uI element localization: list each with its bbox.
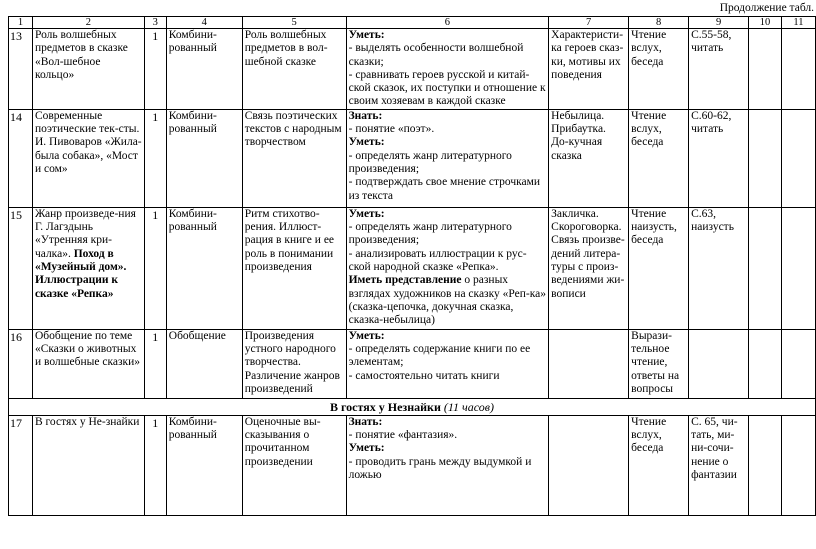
requirement-item: - подтверждать свое мнение строчками из текста xyxy=(348,176,541,202)
lesson-control: Чтение вслух, беседа xyxy=(629,415,689,515)
lesson-number: 13 xyxy=(9,29,33,110)
empty-cell xyxy=(781,29,815,110)
requirement-item: - определять жанр литературного произведения; xyxy=(348,149,512,175)
table-row xyxy=(9,109,816,207)
lesson-plan-table xyxy=(8,16,816,516)
table-row xyxy=(9,207,816,329)
lesson-control: Чтение наизусть, беседа xyxy=(629,207,689,329)
lesson-topic: Обобщение по теме «Сказки о животных и волшебные сказки» xyxy=(32,329,144,398)
section-title xyxy=(9,398,816,415)
requirement-item: о разных взглядах художников на сказку «Реп-ка» (сказка-цепочка, докучная сказка, сказка-небылица) xyxy=(348,274,546,327)
lesson-hours: 1 xyxy=(144,329,166,398)
lesson-homework: С.60-62, читать xyxy=(689,109,749,207)
lesson-type: Обобщение xyxy=(166,329,242,398)
column-number: 9 xyxy=(689,17,749,29)
lesson-homework: С. 65, чи-тать, ми-ни-сочи-нение о фантазии xyxy=(689,415,749,515)
lesson-topic: Современные поэтические тек-сты. И. Пивоваров «Жила-была собака», «Мост и сом» xyxy=(32,109,144,207)
lesson-number: 15 xyxy=(9,207,33,329)
lesson-activity xyxy=(549,329,629,398)
requirement-item: - сравнивать героев русской и китай-ской сказок, их поступки и отношение к своим хозяевам в каждой сказке xyxy=(348,68,546,108)
empty-cell xyxy=(781,415,815,515)
empty-cell xyxy=(749,207,782,329)
lesson-requirements xyxy=(346,207,549,329)
empty-cell xyxy=(781,207,815,329)
requirement-heading: Уметь: xyxy=(348,29,385,41)
lesson-homework: С.55-58, читать xyxy=(689,29,749,110)
lesson-hours: 1 xyxy=(144,109,166,207)
column-number: 7 xyxy=(549,17,629,29)
continuation-label: Продолжение табл. xyxy=(719,2,814,14)
lesson-content: Роль волшебных предметов в вол-шебной сказке xyxy=(242,29,346,110)
lesson-type: Комбини-рованный xyxy=(166,109,242,207)
requirement-heading: Уметь: xyxy=(348,136,385,149)
empty-cell xyxy=(749,329,782,398)
requirement-item: - понятие «фантазия». xyxy=(348,429,458,442)
lesson-requirements xyxy=(346,29,549,110)
lesson-topic-bold-text: Поход в «Музейный дом». Иллюстрации к сказке «Репка» xyxy=(34,247,127,300)
requirement-item: - анализировать иллюстрации к рус-ской народной сказке «Репка». xyxy=(348,247,527,273)
lesson-control: Вырази-тельное чтение, ответы на вопросы xyxy=(629,329,689,398)
lesson-activity: Небылица. Прибаутка. До-кучная сказка xyxy=(549,109,629,207)
requirement-item: - проводить грань между выдумкой и ложью xyxy=(348,455,532,481)
section-title-text: В гостях у Незнайки xyxy=(330,399,441,414)
requirement-heading: Иметь представление xyxy=(348,274,462,287)
empty-cell xyxy=(749,29,782,110)
lesson-homework: С.63, наизусть xyxy=(689,207,749,329)
lesson-activity: Закличка. Скороговорка. Связь произве-дений литера-туры с произ-ведениями жи-вописи xyxy=(549,207,629,329)
empty-cell xyxy=(749,109,782,207)
column-number: 5 xyxy=(242,17,346,29)
requirement-item: - понятие «поэт». xyxy=(348,123,435,136)
lesson-topic: В гостях у Не-знайки xyxy=(32,415,144,515)
lesson-type: Комбини-рованный xyxy=(166,415,242,515)
requirement-item: - самостоятельно читать книги xyxy=(348,369,500,382)
section-hours: (11 часов) xyxy=(443,399,494,414)
column-number: 6 xyxy=(346,17,549,29)
lesson-hours: 1 xyxy=(144,415,166,515)
lesson-number: 16 xyxy=(9,329,33,398)
lesson-number: 17 xyxy=(9,415,33,515)
lesson-content: Ритм стихотво-рения. Иллюст-рация в книге и ее роль в понимании произведения xyxy=(242,207,346,329)
column-number: 3 xyxy=(144,17,166,29)
lesson-control: Чтение вслух, беседа xyxy=(629,109,689,207)
column-number: 10 xyxy=(749,17,782,29)
lesson-requirements xyxy=(346,109,549,207)
lesson-hours: 1 xyxy=(144,207,166,329)
lesson-content: Произведения устного народного творчества. Различение жанров произведений xyxy=(242,329,346,398)
requirement-heading: Уметь: xyxy=(348,442,385,455)
lesson-activity xyxy=(549,415,629,515)
empty-cell xyxy=(781,329,815,398)
requirement-item: - определять содержание книги по ее элементам; xyxy=(348,343,531,369)
section-header-row xyxy=(9,398,816,415)
lesson-control: Чтение вслух, беседа xyxy=(629,29,689,110)
requirement-item: - определять жанр литературного произведения; xyxy=(348,221,512,247)
requirement-heading: Знать: xyxy=(348,109,383,122)
lesson-type: Комбини-рованный xyxy=(166,207,242,329)
column-number-row xyxy=(9,17,816,29)
lesson-requirements xyxy=(346,415,549,515)
column-number: 1 xyxy=(9,17,33,29)
lesson-hours: 1 xyxy=(144,29,166,110)
lesson-topic-text: Жанр произведе-ния Г. Лагздынь «Утренняя кри-чалка». xyxy=(34,207,136,260)
table-row xyxy=(9,415,816,515)
column-number: 11 xyxy=(781,17,815,29)
column-number: 8 xyxy=(629,17,689,29)
lesson-topic: Роль волшебных предметов в сказке «Вол-шебное кольцо» xyxy=(32,29,144,110)
requirement-heading: Уметь: xyxy=(348,329,385,342)
lesson-activity: Характеристи-ка героев сказ-ки, мотивы их поведения xyxy=(549,29,629,110)
lesson-number: 14 xyxy=(9,109,33,207)
lesson-content: Оценочные вы-сказывания о прочитанном произведении xyxy=(242,415,346,515)
column-number: 2 xyxy=(32,17,144,29)
lesson-homework xyxy=(689,329,749,398)
requirement-heading: Знать: xyxy=(348,415,383,428)
lesson-content: Связь поэтических текстов с народным творчеством xyxy=(242,109,346,207)
table-row xyxy=(9,329,816,398)
lesson-requirements xyxy=(346,329,549,398)
empty-cell xyxy=(749,415,782,515)
column-number: 4 xyxy=(166,17,242,29)
table-row xyxy=(9,29,816,110)
requirement-heading: Уметь: xyxy=(348,207,385,220)
lesson-topic xyxy=(32,207,144,329)
requirement-item: - выделять особенности волшебной сказки; xyxy=(348,42,524,68)
empty-cell xyxy=(781,109,815,207)
lesson-type: Комбини-рованный xyxy=(166,29,242,110)
